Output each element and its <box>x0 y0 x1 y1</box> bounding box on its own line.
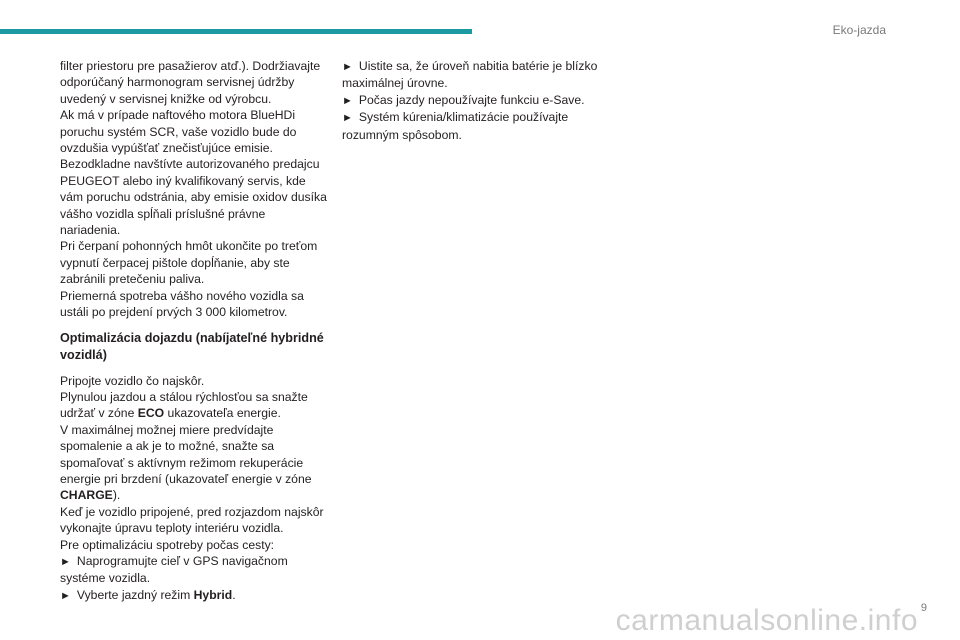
page-number: 9 <box>920 602 927 614</box>
bullet-arrow-icon: ► <box>60 589 71 602</box>
text-run: Plynulou jazdou a stálou rýchlosťou sa snažte udržať v zóne <box>60 389 308 421</box>
eco-term: ECO <box>137 406 165 421</box>
section-heading: Optimalizácia dojazdu (nabíjateľné hybridné vozidlá) <box>60 330 324 362</box>
paragraph: Keď je vozidlo pripojené, pred rozjazdom najskôr vykonajte úpravu teploty interiéru vozidla. <box>60 504 324 536</box>
text-run: . <box>232 587 236 602</box>
hybrid-term: Hybrid <box>193 587 233 602</box>
paragraph: Priemerná spotreba vášho nového vozidla sa ustáli po prejdení prvých 3 000 kilometrov. <box>60 288 304 320</box>
bullet-item <box>342 58 612 92</box>
header-accent-bar <box>0 29 472 34</box>
paragraph <box>60 389 328 422</box>
bullet-item <box>342 109 612 143</box>
paragraph: filter priestoru pre pasažierov atď.). Dodržiavajte odporúčaný harmonogram servisnej údržby uvedený v servisnej knižke od výrobcu. <box>60 59 321 106</box>
left-column <box>60 58 328 604</box>
paragraph: Pripojte vozidlo čo najskôr. <box>60 373 205 388</box>
bullet-text: Uistite sa, že úroveň nabitia batérie je blízko maximálnej úrovne. <box>342 59 598 91</box>
watermark: carmanualsonline.info <box>615 604 918 637</box>
paragraph: Pri čerpaní pohonných hmôt ukončite po treťom vypnutí čerpacej pištole dopĺňanie, aby ste zabránili pretečeniu paliva. <box>60 239 318 287</box>
paragraph <box>60 422 328 504</box>
bullet-text: Naprogramujte cieľ v GPS navigačnom systéme vozidla. <box>60 553 288 586</box>
charge-term: CHARGE <box>60 488 113 503</box>
bullet-arrow-icon: ► <box>342 112 353 125</box>
bullet-text: Vyberte jazdný režim <box>76 587 194 602</box>
text-run: V maximálnej možnej miere predvídajte spomalenie a ak je to možné, snažte sa spomaľovať s aktívnym režimom rekuperácie energie pri brzdení (ukazovateľ energie v zóne <box>60 422 312 486</box>
bullet-text: Systém kúrenia/klimatizácie používajte rozumným spôsobom. <box>342 110 569 142</box>
paragraph: Pre optimalizáciu spotreby počas cesty: <box>60 537 275 552</box>
bullet-arrow-icon: ► <box>60 555 71 568</box>
bullet-arrow-icon: ► <box>342 61 353 73</box>
text-run: ). <box>112 488 121 503</box>
bullet-text: Počas jazdy nepoužívajte funkciu e-Save. <box>358 92 585 107</box>
right-column <box>342 58 612 143</box>
bullet-item <box>60 553 328 587</box>
bullet-arrow-icon: ► <box>342 94 353 107</box>
section-title: Eko-jazda <box>832 23 886 37</box>
text-run: ukazovateľa energie. <box>164 406 281 421</box>
bullet-item <box>60 587 328 604</box>
paragraph: Ak má v prípade naftového motora BlueHDi poruchu systém SCR, vaše vozidlo bude do ovzdušia vypúšťať znečisťujúce emisie. Bezodkladne navštívte autorizovaného predajcu PEUGEOT alebo iný kvalifikovaný servis, kde vám poruchu odstránia, aby emisie oxidov dusíka vášho vozidla spĺňali príslušné právne nariadenia. <box>60 108 327 238</box>
bullet-item <box>342 92 612 109</box>
